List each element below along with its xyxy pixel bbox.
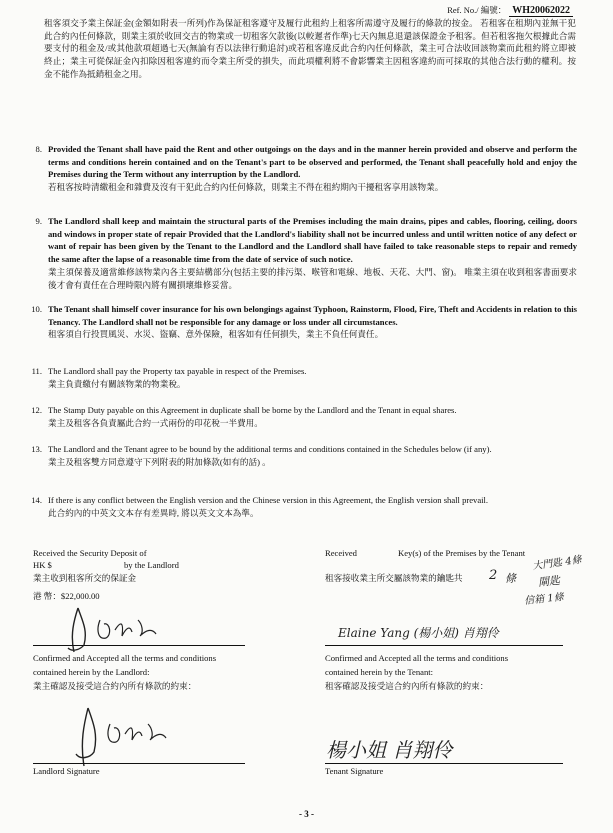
landlord-signature-line-2 [33,763,245,764]
clause-7-continuation: 租客須交予業主保証金(金額如附表一所列)作為保証租客遵守及履行此租約上租客所需遵守及履行的條款的按金。 若租客在租期內並無干犯此合約內任何條款，則業主須於收回交吉的物業或一切租客欠款後(以較遲者作準)七天內無息退還該保證金予租客。但若租客拖欠根據此合需要支付的租金及/或其他款項超過七天(無論有否以法律行動追討)或若租客違反此合約內任何條款，業主可合法收回該物業而此租約將立即被終止；業主可從保証金內扣除因租客違約而令業主所受的損失，而此項權利將不會影響業主因租客違約而可採取的其他合法行動的權利。按金不能作為抵銷租金之用。 [44,18,576,79]
landlord-confirm-en-2: contained herein by the Landlord: [33,667,150,677]
clause-13 [22,443,577,468]
deposit-by-landlord-label: by the Landlord [124,560,179,570]
clause-number: 13. [31,444,42,454]
clause-english: The Landlord shall pay the Property tax payable in respect of the Premises. [48,366,307,376]
clause-number: 9. [35,216,42,226]
clause-chinese: 若租客按時清繳租金和雜費及沒有干犯此合約內任何條款，則業主不得在租約期內干擾租客享用該物業。 [48,182,444,193]
keys-handwritten-unit: 條 [505,572,516,585]
landlord-signature-label: Landlord Signature [33,766,100,776]
clause-12 [22,404,577,429]
clause-chinese: 業主及租客各負責屬此合約一式兩份的印花稅一半費用。 [48,417,263,428]
ref-value: WH20062022 [509,5,573,17]
clause-number: 8. [35,144,42,154]
tenant-signature-1: Elaine Yang (楊小姐) 肖翔伶 [338,626,499,640]
clause-english: If there is any conflict between the English version and the Chinese version in this Agreement, the English version shall prevail. [48,495,489,505]
clause-english: The Landlord shall keep and maintain the structural parts of the Premises including the main drains, pipes and cables, flooring, ceiling, doors and windows in proper state of repair Provided that the Landlord's liability shall not be incurred unless and until written notice of any defect or want of repair has been given by the Tenant to the Landlord and the Landlord shall have failed to take reasonable steps to repair and remedy the same after the lapse of a reasonable time from the date of service of such notice. [48,216,577,265]
deposit-amount: 港 幣：$22,000.00 [33,591,100,601]
keys-handwritten-item: 信箱 1條 [523,591,565,608]
clause-9 [22,215,577,291]
deposit-chinese-label: 業主收到租客所交的保証金 [33,573,137,583]
tenant-signature-2: 楊小姐 肖翔伶 [326,738,453,762]
page-number: - 3 - [299,809,314,819]
clause-14 [22,494,577,519]
tenant-signature-line-2 [325,763,563,764]
landlord-signature-line-1 [33,645,245,646]
keys-handwritten-count: 2 [489,568,498,583]
clause-8 [22,143,577,194]
keys-received-label: Received [325,548,357,558]
landlord-confirm-zh: 業主確認及接受這合約內所有條款的約束： [33,681,197,691]
tenant-signature-label: Tenant Signature [325,766,384,776]
clause-english: Provided the Tenant shall have paid the Rent and other outgoings on the days and in the manner herein provided and observe and perform the terms and conditions herein contained and on the Tenant's part to be observed and performed, the Tenant shall peacefully hold and enjoy the Premises during the Term without any interruption by the Landlord. [48,144,577,180]
tenant-confirm-en-2: contained herein by the Tenant: [325,667,434,677]
tenant-signature-line-1 [325,645,563,646]
tenant-confirm-en-1: Confirmed and Accepted all the terms and conditions [325,653,509,663]
ref-label: Ref. No./ 編號： [447,5,507,15]
clause-11 [22,365,577,390]
clause-english: The Tenant shall himself cover insurance for his own belongings against Typhoon, Rainstorm, Flood, Fire, Theft and Accidents in relation to this Tenancy. The Landlord shall not be responsible for any damage or loss under all circumstances. [48,304,577,327]
clause-chinese: 業主須保養及適當維修該物業內各主要結構部分(包括主要的排污渠、喉管和電線、地板、天花、大門、窗)。 唯業主須在收到租客書面要求後才會有責任在合理時限內將有關損壞維修妥當。 [48,266,577,290]
keys-handwritten-item: 閘匙 [537,573,561,590]
clause-number: 11. [31,366,42,376]
clause-chinese: 業主及租客雙方同意遵守下列附表的附加條款(如有的話) 。 [48,456,271,467]
keys-chinese-label: 租客接收業主所交屬該物業的鑰匙共 [325,573,463,583]
clause-10 [22,303,577,341]
clause-number: 10. [31,304,42,314]
tenant-confirm-zh: 租客確認及接受這合約內所有條款的約束： [325,681,489,691]
landlord-signature-2 [68,702,178,772]
landlord-signature-1 [60,600,170,660]
deposit-received-label: Received the Security Deposit of [33,548,147,558]
keys-handwritten-item: 大門匙 4條 [531,554,583,573]
clause-english: The Stamp Duty payable on this Agreement in duplicate shall be borne by the Landlord and the Tenant in equal shares. [48,405,457,415]
clause-chinese: 此合約內的中英文文本存有差異時, 將以英文文本為準。 [48,507,259,518]
clause-chinese: 租客須自行投買風災、水災、盜竊、意外保險，租客如有任何損失，業主不負任何責任。 [48,329,384,340]
clause-number: 14. [31,495,42,505]
clause-chinese: 業主負責繳付有關該物業的物業稅。 [48,378,186,389]
clause-english: The Landlord and the Tenant agree to be bound by the additional terms and conditions contained in the Schedules below (if any). [48,444,492,454]
clause-number: 12. [31,405,42,415]
landlord-confirm-en-1: Confirmed and Accepted all the terms and conditions [33,653,217,663]
keys-of-premises-label: Key(s) of the Premises by the Tenant [398,548,526,558]
deposit-hk-label: HK $ [33,560,52,570]
ref-number [447,4,573,16]
